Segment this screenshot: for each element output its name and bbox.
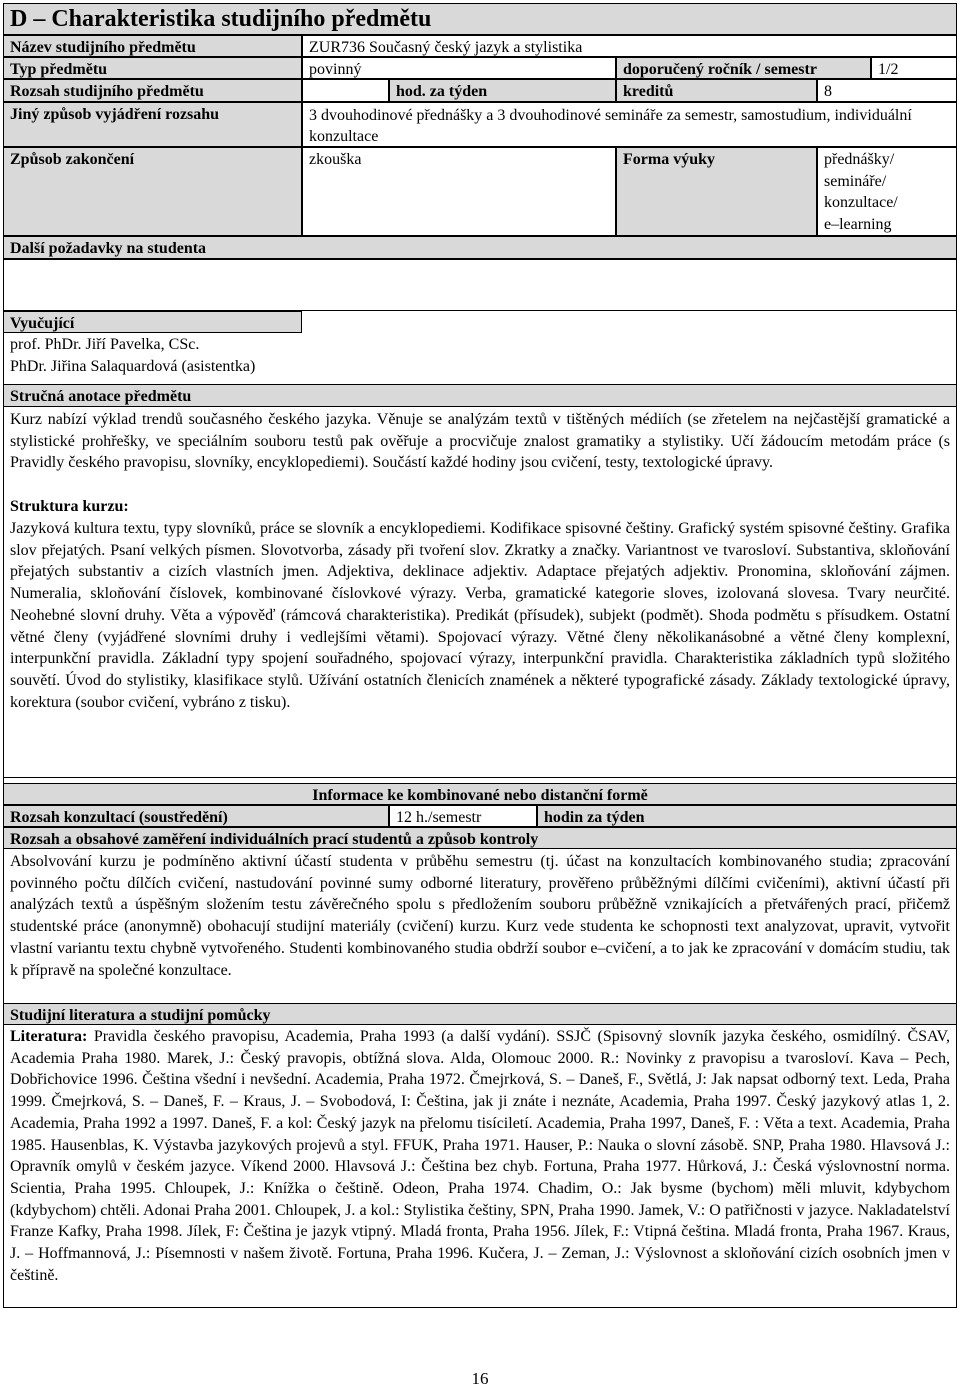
literature-block xyxy=(10,1026,950,1286)
course-type-label: Typ předmětu xyxy=(3,57,302,79)
completion-value: zkouška xyxy=(302,147,616,236)
course-name-value: ZUR736 Současný český jazyk a stylistika xyxy=(302,35,957,57)
credits-label: kreditů xyxy=(616,79,817,102)
scope-label: Rozsah studijního předmětu xyxy=(3,79,302,102)
divider xyxy=(3,777,957,778)
teacher-name: PhDr. Jiřina Salaquardová (asistentka) xyxy=(10,358,256,375)
form-value-line: konzultace/ xyxy=(824,194,898,211)
credits-value: 8 xyxy=(817,79,957,102)
form-label: Forma výuky xyxy=(616,147,817,236)
consult-label: Rozsah konzultací (soustředění) xyxy=(3,805,389,827)
scope-value-cell xyxy=(302,79,389,102)
completion-label: Způsob zakončení xyxy=(3,147,302,236)
year-value: 1/2 xyxy=(871,57,957,79)
hours-label: hod. za týden xyxy=(389,79,616,102)
individual-label: Rozsah a obsahové zaměření individuálních prací studentů a způsob kontroly xyxy=(3,827,957,849)
individual-text: Absolvování kurzu je podmíněno aktivní účastí studenta v průběhu semestru (tj. účast na konzultacích kombinovaného studia; zpracování povinného počtu dílčích cvičení, nastudování povinné sumy odborné literatury, prověřeno průběžnými dílčími cvičeními), aktivní účastí při analýzách textů a úspěšným složením testu závěrečného spolu s předložením souboru průběžně vznikajících a přetvářených prací, přičemž studentské práce (anonymně) obohacují studijní materiály (cvičení) kurzu. Kurz vede studenta ke schopnosti text analyzovat, upravit, vytvořit vlastní variantu textu chybně vytvořeného. Studenti kombinovaného studia obdrží soubor e–cvičení, a to jak ke zpracování v domácím studiu, tak k přípravě na společné konzultace. xyxy=(10,853,950,979)
literature-label: Studijní literatura a studijní pomůcky xyxy=(3,1003,957,1025)
other-scope-value: 3 dvouhodinové přednášky a 3 dvouhodinové semináře za semestr, samostudium, individuální konzultace xyxy=(302,102,957,147)
page-number: 16 xyxy=(471,1369,489,1388)
structure-label: Struktura kurzu: xyxy=(10,498,129,515)
requirements-label: Další požadavky na studenta xyxy=(3,236,957,259)
consult-value: 12 h./semestr xyxy=(389,805,537,827)
teachers-label: Vyučující xyxy=(3,311,302,333)
section-title: D – Charakteristika studijního předmětu xyxy=(3,3,957,35)
annotation-text: Kurz nabízí výklad trendů současného českého jazyka. Věnuje se analýzám textů v tištěných médiích (se zřetelem na nejčastější gramatické a stylistické prohřešky, ve speciálním souboru testů pak ověřuje a procvičuje znalost gramatiky a stylistiky. Učí žádoucím metodám práce (s Pravidly českého pravopisu, slovníky, encyklopediemi). Součástí každé hodiny jsou cvičení, testy, textologické úpravy. xyxy=(10,411,950,472)
consult-unit: hodin za týden xyxy=(537,805,957,827)
course-type-value: povinný xyxy=(302,57,616,79)
literature-intro: Literatura: xyxy=(10,1028,88,1045)
literature-text: Pravidla českého pravopisu, Academia, Praha 1993 (a další vydání). SSJČ (Spisovný slovník jazyka českého, osmidílný. ČSAV, Academia Praha 1980. Marek, J.: Český pravopis, obtížná slova. Alda, Olomouc 2000. R.: Novinky z pravopisu a tvarosloví. Kava – Pech, Dobřichovice 1996. Čeština všední i nevšední. Academia, Praha 1972. Čmejrková, S. – Daneš, F., Světlá, J: Jak napsat odborný text. Leda, Praha 1999. Čmejrková, S. – Daneš, F. – Kraus, J. – Svobodová, I: Čeština, jak ji znáte i neznáte, Academia, Praha 1997. Český jazykový atlas 1, 2. Academia, Praha 1992 a 1997. Daneš, F. a kol: Český jazyk na přelomu tisíciletí. Academia, Praha 1997, Daneš, F. : Věta a text. Academia, Praha 1985. Hausenblas, K. Výstavba jazykových projevů a styl. FFUK, Praha 1971. Hauser, P.: Nauka o slovní zásobě. SNP, Praha 1980. Hlavsová J.: Opravník omylů v českém jazyce. Víkend 2000. Hlavsová J.: Čeština bez chyb. Fortuna, Praha 1977. Hůrková, J.: Česká výslovnostní norma. Scientia, Praha 1995. Chloupek, J.: Knížka o češtině. Odeon, Praha 1974. Chadim, O.: Jak bysme (bychom) měli mluvit, kdybychom (kdybychom) chtěli. Adonai Praha 2001. Chloupek, J. a kol.: Stylistika češtiny, SPN, Praha 1990. Jamek, V.: O patřičnosti v jazyce. Nakladatelství Franze Kafky, Praha 1998. Jílek, F: Čeština je jazyk vtipný. Mladá fronta, Praha 1956. Jílek, F.: Vtipná čeština. Mladá fronta, Praha 1967. Kraus, J. – Hoffmannová, J.: Písemnosti v našem životě. Fortuna, Praha 1996. Kučera, J. – Zeman, J.: Výslovnost a skloňování cizích osobních jmen v češtině. xyxy=(10,1028,950,1284)
annotation-label: Stručná anotace předmětu xyxy=(3,384,957,407)
combined-title: Informace ke kombinované nebo distanční formě xyxy=(3,783,957,805)
requirements-value xyxy=(3,259,957,311)
structure-text: Jazyková kultura textu, typy slovníků, práce se slovník a encyklopediemi. Kodifikace spisovné češtiny. Grafický systém spisovné češtiny. Grafika slov přejatých. Psaní velkých písmen. Slovotvorba, zásady při tvoření slov. Zkratky a značky. Variantnost ve tvarosloví. Substantiva, skloňování přejatých substantiv a cizích vlastních jmen. Adjektiva, deklinace adjektiv. Adaptace přejatých adjektiv. Pronomina, skloňování zájmen. Numeralia, skloňování číslovek, kombinované číslovkové výrazy. Verba, gramatické kategorie sloves, izolovaná slovesa. Tvary neurčité. Neohebné slovní druhy. Věta a výpověď (rámcová charakteristika). Predikát (přísudek), subjekt (podmět). Shoda podmětu s přísudkem. Ostatní větné členy (vyjádřené slovními druhy i vedlejšími větami). Spojovací výrazy. Větné členy několikanásobné a větné členy komplexní, interpunkční pravidla. Základní typy spojení souřadného, spojovací výrazy, interpunkční pravidla. Charakteristika základních typů složitého souvětí. Úvod do stylistiky, klasifikace stylů. Užívání ostatních členicích znamének a některé typografické zásady. Základy textologické úpravy, korektura (soubor cvičení, vybráno z tisku). xyxy=(10,520,950,711)
teacher-name: prof. PhDr. Jiří Pavelka, CSc. xyxy=(10,336,200,353)
course-name-label: Název studijního předmětu xyxy=(3,35,302,57)
form-value-line: e–learning xyxy=(824,215,892,233)
form-value-line: semináře/ xyxy=(824,172,887,190)
year-label: doporučený ročník / semestr xyxy=(616,57,871,79)
other-scope-label: Jiný způsob vyjádření rozsahu xyxy=(3,102,302,147)
form-value-line: přednášky/ xyxy=(824,151,895,168)
form-value xyxy=(817,147,957,236)
